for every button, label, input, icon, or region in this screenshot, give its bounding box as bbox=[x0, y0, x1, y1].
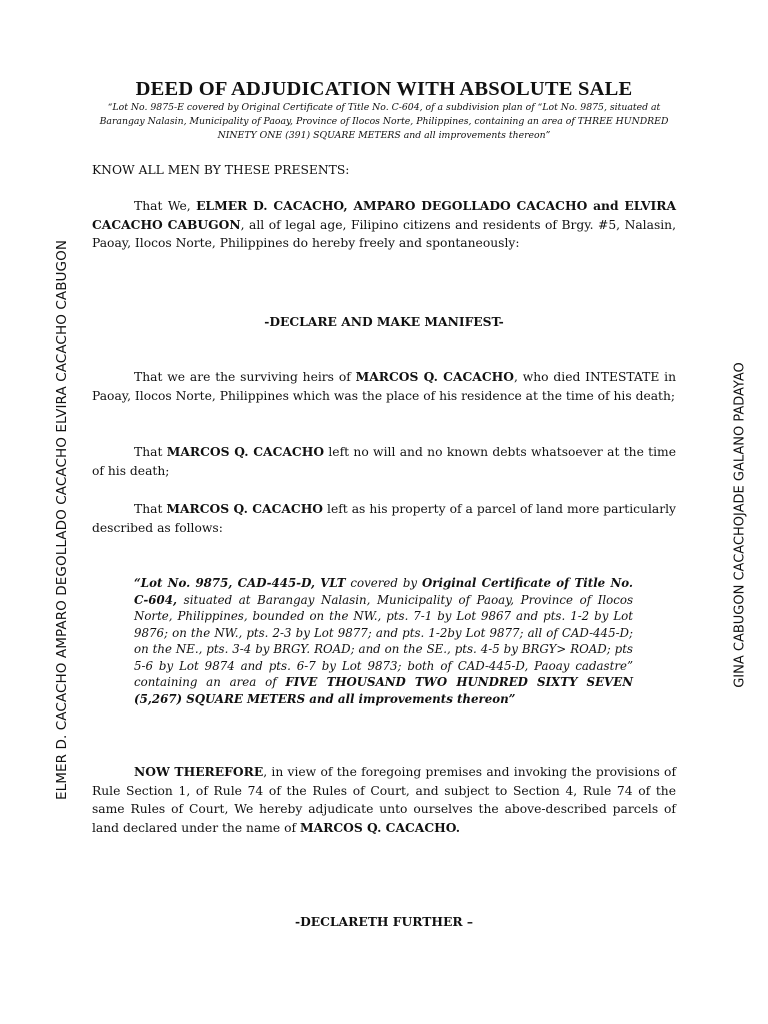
deed-subtitle: “Lot No. 9875-E covered by Original Certificate of Title No. C-604, of a subdivision plan of “Lot No. 9875, situated at Barangay Nalasin, Municipality of Paoay, Province of Ilocos Norte, Philippines, containing an area of THREE HUNDRED NINETY ONE (391) SQUARE METERS and all improvements thereon” bbox=[99, 102, 669, 141]
lot-number: “Lot No. 9875, CAD-445-D, VLT bbox=[134, 576, 346, 590]
text: left as his property of a parcel of land more particularly described as follows: bbox=[92, 502, 676, 535]
decedent-name: MARCOS Q. CACACHO bbox=[355, 369, 514, 384]
deed-title: DEED OF ADJUDICATION WITH ABSOLUTE SALE bbox=[135, 78, 633, 100]
text: That we are the surviving heirs of bbox=[134, 370, 356, 384]
paragraph-heirs bbox=[92, 368, 676, 405]
text: , in view of the foregoing premises and invoking the provisions of Rule Section 1, of Rule 74 of the Rules of Court, and subject to Section 4, Rule 74 of the same Rules of Court, We hereby adjudicate unto ourselves the above-described parcels of land declared under the name of bbox=[92, 765, 676, 836]
property-description bbox=[134, 575, 633, 707]
right-margin-signatures: GINA CABUGON CACACHOJADE GALANO PADAYAO bbox=[732, 362, 748, 688]
heading-text: -DECLARE AND MAKE MANIFEST- bbox=[264, 314, 504, 329]
now-therefore: NOW THEREFORE bbox=[134, 764, 264, 779]
paragraph-parties bbox=[92, 197, 676, 253]
paragraph-property bbox=[92, 500, 676, 537]
text: , all of legal age, Filipino citizens and residents of Brgy. #5, Nalasin, Paoay, Ilocos Norte, Philippines do hereby freely and spontaneously: bbox=[92, 217, 677, 251]
text: left no will and no known debts whatsoever at the time of his death; bbox=[92, 445, 676, 478]
know-all-men: KNOW ALL MEN BY THESE PRESENTS: bbox=[92, 163, 350, 177]
text: covered by bbox=[345, 576, 422, 590]
text: That bbox=[134, 445, 167, 459]
land-area: FIVE THOUSAND TWO HUNDRED SIXTY SEVEN (5,267) SQUARE METERS and all improvements thereon” bbox=[134, 675, 633, 706]
text: situated at Barangay Nalasin, Municipality of Paoay, Province of Ilocos Norte, Philippines, bounded on the NW., pts. 7-1 by Lot 9867 and pts. 1-2 by Lot 9876; on the NW., pts. 2-3 by Lot 9877; and pts. 1-2by Lot 9877; all of CAD-445-D; on the NE., pts. 3-4 by BRGY. ROAD; and on the SE., pts. 4-5 by BRGY> ROAD; pts 5-6 by Lot 9874 and pts. 6-7 by Lot 9873; both of CAD-445-D, Paoay cadastre” containing an area of bbox=[134, 592, 633, 689]
decedent-name: MARCOS Q. CACACHO bbox=[166, 444, 325, 459]
title-certificate: Original Certificate of Title No. C-604, bbox=[134, 576, 633, 607]
text: That bbox=[134, 502, 167, 516]
heading-declare-manifest bbox=[92, 313, 676, 332]
decedent-name: MARCOS Q. CACACHO. bbox=[299, 820, 461, 836]
paragraph-now-therefore bbox=[92, 763, 676, 838]
left-margin-signatures: ELMER D. CACACHO AMPARO DEGOLLADO CACACHO ELVIRA CACACHO CABUGON bbox=[54, 239, 70, 801]
party-names: ELMER D. CACACHO, AMPARO DEGOLLADO CACACHO and ELVIRA CACACHO CABUGON bbox=[92, 198, 676, 232]
paragraph-no-will bbox=[92, 443, 676, 480]
decedent-name: MARCOS Q. CACACHO bbox=[166, 501, 324, 516]
heading-declareth-further bbox=[92, 913, 676, 932]
heading-text: -DECLARETH FURTHER – bbox=[294, 914, 473, 929]
text: That We, bbox=[134, 199, 197, 213]
text: , who died INTESTATE in Paoay, Ilocos Norte, Philippines which was the place of his residence at the time of his death; bbox=[92, 370, 676, 403]
